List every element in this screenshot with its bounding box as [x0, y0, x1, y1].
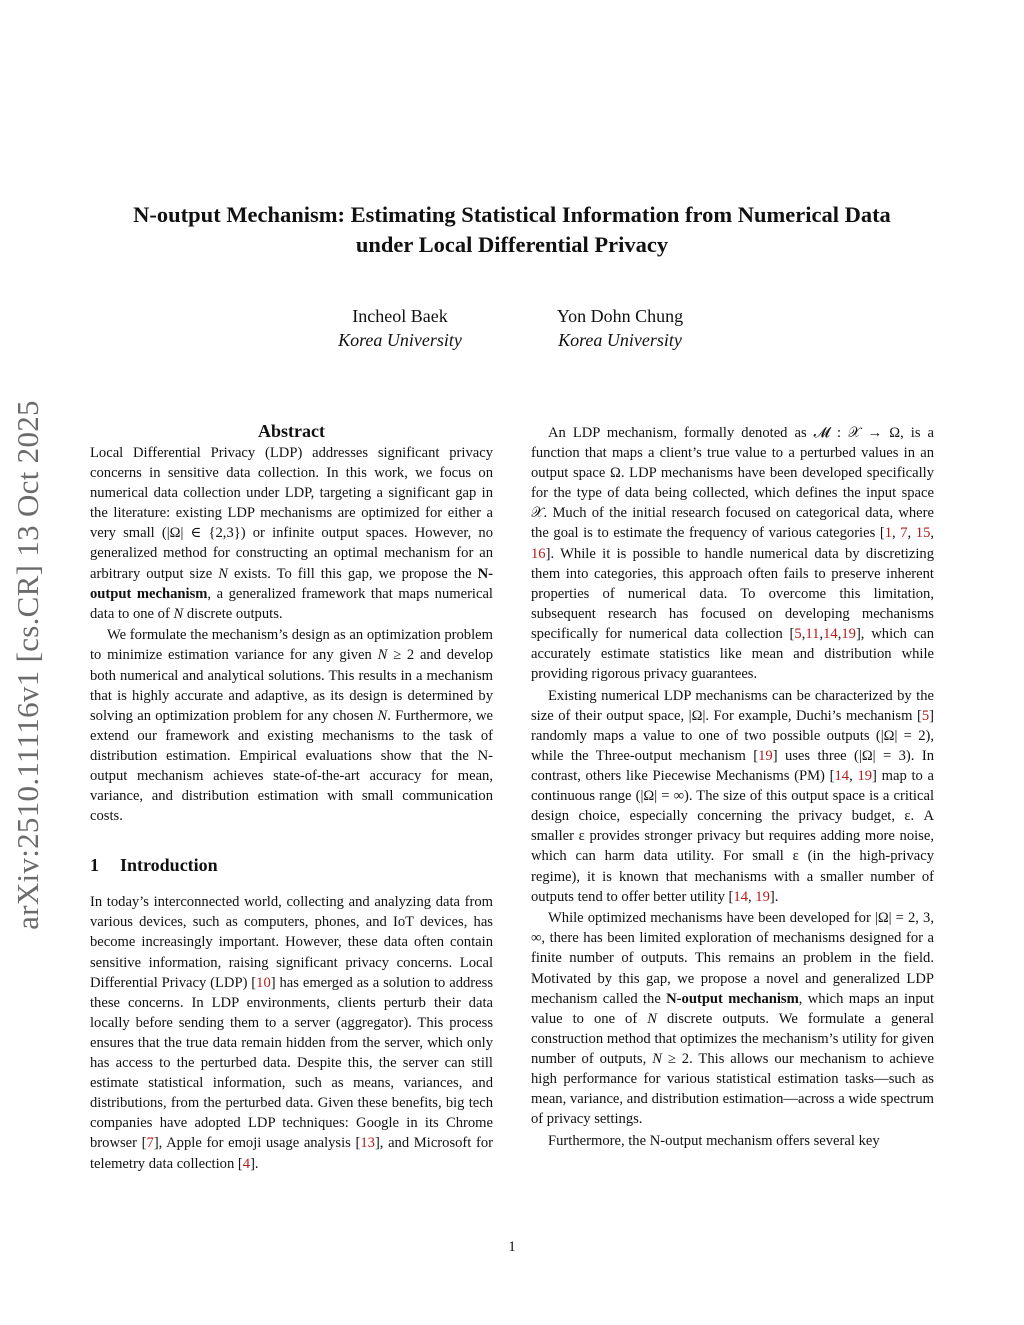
left-column: [90, 420, 493, 1174]
arxiv-stamp: [0, 372, 56, 958]
abstract-paragraph-1: Local Differential Privacy (LDP) addresses significant privacy concerns in sensitive data collection. In this work, we focus on numerical data collection under LDP, targeting a significant gap in the literature: existing LDP mechanisms are optimized for either a very small (|Ω| ∈ {2,3}) or infinite output spaces. However, no generalized method for constructing an optimal mechanism for an arbitrary output size N exists. To fill this gap, we propose the N-output mechanism, a generalized framework that maps numerical data to one of N discrete outputs.: [90, 445, 493, 622]
citation-link[interactable]: 1: [884, 525, 893, 542]
author-1-name: Incheol Baek: [352, 306, 448, 326]
abstract-heading: Abstract: [258, 421, 325, 441]
citation-link[interactable]: 10: [256, 974, 271, 991]
section-title: Introduction: [120, 855, 218, 876]
citation-link[interactable]: 14: [823, 625, 838, 642]
right-paragraph-1: An LDP mechanism, formally denoted as 𝓜 : 𝒳 → Ω, is a function that maps a client’s true value to a perturbed values in an output space Ω. LDP mechanisms have been developed specifically for the type of data being collected, which defines the input space 𝒳. Much of the initial research focused on categorical data, where the goal is to estimate the frequency of various categories [1, 7, 15, 16]. While it is possible to handle numerical data by discretizing them into categories, this approach often fails to preserve inherent properties of numerical data. To overcome this limitation, subsequent research has focused on developing mechanisms specifically for numerical data collection [5,11,14,19], which can accurately estimate statistics like mean and distribution while providing rigorous privacy guarantees.: [531, 425, 935, 683]
citation-link[interactable]: 5: [921, 707, 930, 724]
citation-link[interactable]: 19: [841, 625, 856, 642]
citation-link[interactable]: 11: [805, 625, 820, 642]
section-heading-introduction: [90, 854, 493, 876]
author-2: [520, 304, 720, 352]
page-number: 1: [508, 1239, 516, 1255]
citation-link[interactable]: 15: [915, 525, 931, 542]
title-line-2: under Local Differential Privacy: [355, 232, 669, 257]
citation-link[interactable]: 19: [755, 888, 770, 905]
citation-link[interactable]: 4: [242, 1155, 251, 1172]
title-line-1: N-output Mechanism: Estimating Statistical Information from Numerical Data: [133, 202, 891, 227]
citation-link[interactable]: 19: [857, 768, 873, 785]
citation-link[interactable]: 16: [531, 545, 546, 562]
citation-link[interactable]: 5: [794, 625, 802, 642]
citation-link[interactable]: 7: [900, 525, 908, 542]
author-1: [300, 304, 500, 352]
section-number: 1: [90, 855, 99, 876]
abstract-paragraph-2: We formulate the mechanism’s design as an optimization problem to minimize estimation variance for any given N ≥ 2 and develop both numerical and analytical solutions. This results in a mechanism that is highly accurate and adaptive, as its design is determined by solving an optimization problem for any chosen N. Furthermore, we extend our framework and existing mechanisms to the task of distribution estimation. Empirical evaluations show that the N-output mechanism achieves state-of-the-art accuracy for mean, variance, and distribution estimation with small communication costs.: [90, 627, 493, 825]
author-1-affiliation: Korea University: [338, 330, 462, 350]
right-paragraph-3: While optimized mechanisms have been developed for |Ω| = 2, 3, ∞, there has been limited exploration of mechanisms designed for a finite number of outputs. This remains an problem in the field. Motivated by this gap, we propose a novel and generalized LDP mechanism called the N-output mechanism, which maps an input value to one of N discrete outputs. We formulate a general construction method that optimizes the mechanism’s utility for given number of outputs, N ≥ 2. This allows our mechanism to achieve high performance for various statistical estimation tasks—such as mean, variance, and distribution estimation—across a wide spectrum of privacy settings.: [531, 910, 935, 1128]
citation-link[interactable]: 14: [733, 888, 748, 905]
citation-link[interactable]: 14: [834, 768, 850, 785]
right-paragraph-4: Furthermore, the N-output mechanism offers several key: [548, 1132, 880, 1149]
right-paragraph-2: Existing numerical LDP mechanisms can be characterized by the size of their output space, |Ω|. For example, Duchi’s mechanism [5] randomly maps a value to one of two possible outputs (|Ω| = 2), while the Three-output mechanism [19] uses three (|Ω| = 3). In contrast, others like Piecewise Mechanisms (PM) [14, 19] map to a continuous range (|Ω| = ∞). The size of this output space is a critical design choice, especially concerning the privacy budget, ε. A smaller ε provides stronger privacy but requires adding more noise, which can harm data utility. For small ε (in the high-privacy regime), it is known that mechanisms with a smaller number of outputs tend to offer better utility [14, 19].: [531, 687, 935, 905]
right-column: [531, 423, 934, 1151]
citation-link[interactable]: 13: [360, 1135, 375, 1152]
paper-title: [90, 200, 934, 260]
author-2-affiliation: Korea University: [558, 330, 682, 350]
citation-link[interactable]: 19: [758, 748, 773, 764]
arxiv-stamp-text: arXiv:2510.11116v1 [cs.CR] 13 Oct 2025: [10, 400, 46, 930]
citation-link[interactable]: 7: [146, 1135, 154, 1152]
author-2-name: Yon Dohn Chung: [556, 306, 684, 326]
intro-paragraph-1: In today’s interconnected world, collecting and analyzing data from various devices, such as computers, phones, and IoT devices, has become increasingly important. However, these data often contain sensitive information, raising significant privacy concerns. Local Differential Privacy (LDP) [10] has emerged as a solution to address these concerns. In LDP environments, clients perturb their data locally before sending them to a server (aggregator). This process ensures that the true data remain hidden from the server, which only has access to the perturbed data. Despite this, the server can still estimate statistical information, such as means, variances, and distributions, from the perturbed data. Given these benefits, big tech companies have adopted LDP techniques: Google in its Chrome browser [7], Apple for emoji usage analysis [13], and Microsoft for telemetry data collection [4].: [90, 894, 493, 1172]
